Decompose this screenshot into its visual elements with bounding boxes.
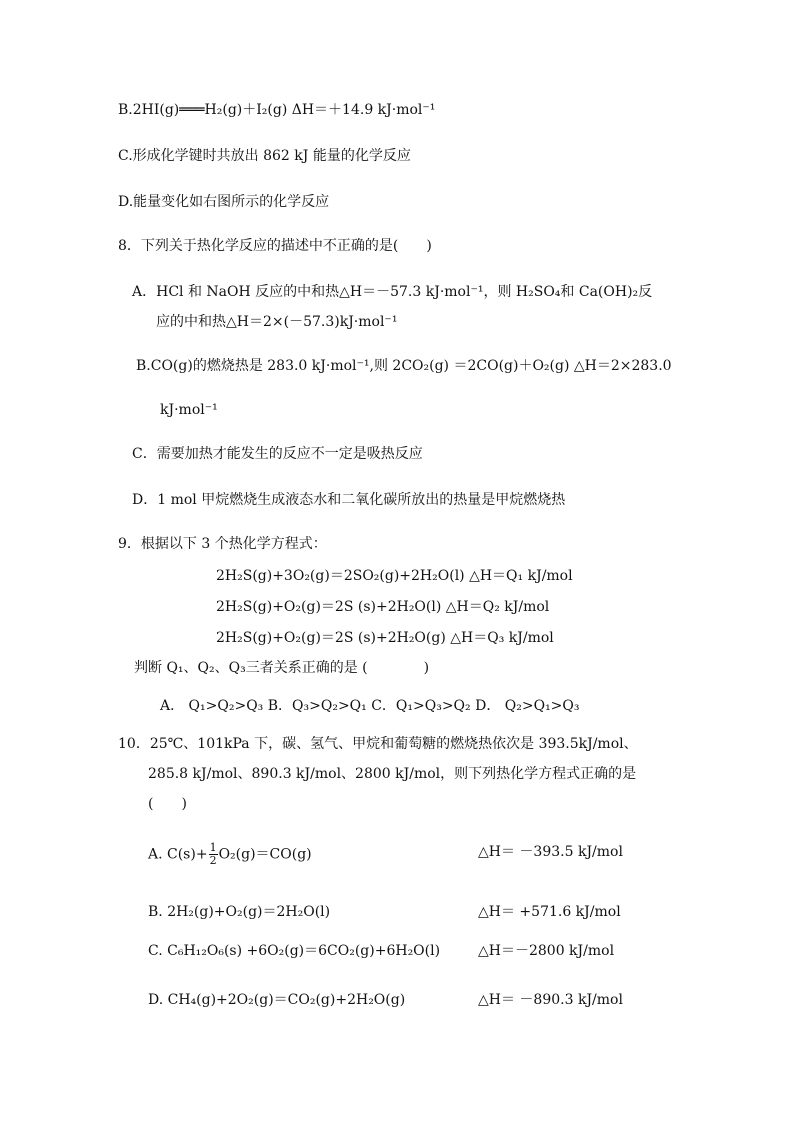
q8-option-b-line2: kJ·mol⁻¹ bbox=[160, 402, 218, 418]
q10-option-a-left bbox=[148, 842, 312, 867]
q7-option-c: C.形成化学键时共放出 862 kJ 能量的化学反应 bbox=[118, 148, 411, 164]
q9-equation-3: 2H₂S(g)+O₂(g)＝2S (s)+2H₂O(g) △H＝Q₃ kJ/mol bbox=[216, 630, 554, 646]
q9-equation-2: 2H₂S(g)+O₂(g)＝2S (s)+2H₂O(l) △H＝Q₂ kJ/mol bbox=[216, 599, 550, 615]
q10-stem-line2: 285.8 kJ/mol、890.3 kJ/mol、2800 kJ/mol，则下列热化学方程式正确的是 bbox=[148, 766, 637, 782]
q7-option-d: D.能量变化如右图所示的化学反应 bbox=[118, 194, 330, 210]
q7-option-b: B.2HI(g)═══H₂(g)＋I₂(g) ΔH＝＋14.9 kJ·mol⁻¹ bbox=[118, 102, 436, 118]
q10-option-c-right: △H＝－2800 kJ/mol bbox=[478, 943, 615, 959]
q10-stem-line3: ( ) bbox=[148, 796, 187, 812]
q9-options: A． Q₁>Q₂>Q₃ B．Q₃>Q₂>Q₁ C．Q₁>Q₃>Q₂ D． Q₂>Q₁>Q₃ bbox=[160, 698, 580, 714]
q9-stem: 9．根据以下 3 个热化学方程式： bbox=[118, 536, 327, 552]
fraction-numerator: 1 bbox=[209, 841, 217, 854]
q8-option-a-line2: 应的中和热△H＝2×(－57.3)kJ·mol⁻¹ bbox=[156, 314, 398, 330]
q9-judge: 判断 Q₁、Q₂、Q₃三者关系正确的是 ( ) bbox=[134, 660, 430, 676]
q10-option-c-left: C. C₆H₁₂O₆(s) +6O₂(g)＝6CO₂(g)+6H₂O(l) bbox=[148, 943, 441, 959]
q8-option-a-line1: A．HCl 和 NaOH 反应的中和热△H＝－57.3 kJ·mol⁻¹，则 H₂SO₄和 Ca(OH)₂反 bbox=[132, 284, 653, 300]
q10-option-b-left: B. 2H₂(g)+O₂(g)＝2H₂O(l) bbox=[148, 904, 331, 920]
q10-option-a-post: O₂(g)＝CO(g) bbox=[218, 846, 312, 863]
q10-option-b-right: △H＝ +571.6 kJ/mol bbox=[478, 904, 621, 920]
q10-option-a-pre: A. C(s)+ bbox=[148, 846, 208, 863]
q9-equation-1: 2H₂S(g)+3O₂(g)＝2SO₂(g)+2H₂O(l) △H＝Q₁ kJ/mol bbox=[216, 568, 573, 584]
q10-option-a-right: △H＝ －393.5 kJ/mol bbox=[478, 844, 623, 860]
fraction-denominator: 2 bbox=[209, 854, 217, 867]
q8-option-c: C．需要加热才能发生的反应不一定是吸热反应 bbox=[132, 446, 423, 462]
q10-option-d-right: △H＝ －890.3 kJ/mol bbox=[478, 992, 623, 1008]
q8-stem: 8．下列关于热化学反应的描述中不正确的是( ) bbox=[118, 238, 432, 254]
q8-option-b-line1: B.CO(g)的燃烧热是 283.0 kJ·mol⁻¹,则 2CO₂(g) ＝2CO(g)＋O₂(g) △H＝2×283.0 bbox=[136, 358, 672, 374]
q10-option-d-left: D. CH₄(g)+2O₂(g)＝CO₂(g)+2H₂O(g) bbox=[148, 992, 406, 1008]
q8-option-d: D．1 mol 甲烷燃烧生成液态水和二氧化碳所放出的热量是甲烷燃烧热 bbox=[132, 492, 566, 508]
q10-stem-line1: 10．25℃、101kPa 下，碳、氢气、甲烷和葡萄糖的燃烧热依次是 393.5kJ/mol、 bbox=[118, 736, 638, 752]
one-half-fraction bbox=[209, 842, 218, 867]
